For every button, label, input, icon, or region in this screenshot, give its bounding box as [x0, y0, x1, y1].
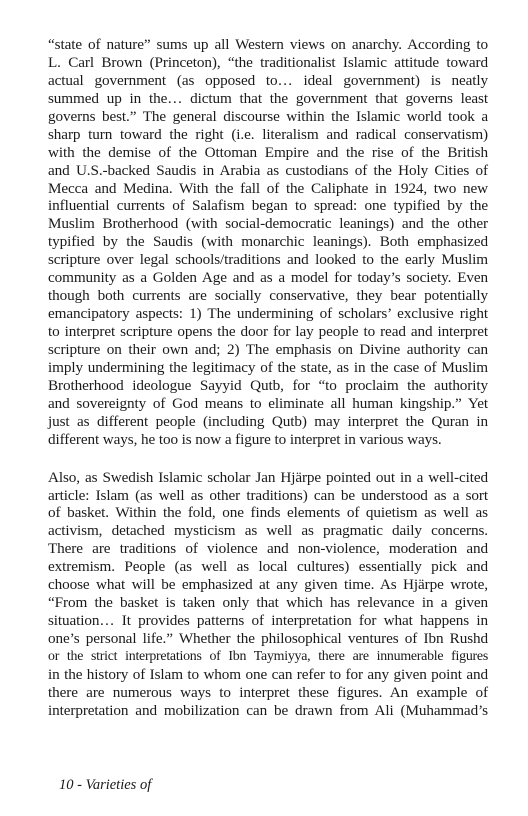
text-line: community as a Golden Age and as a model for today’s society. Even — [48, 269, 488, 287]
text-line: with the demise of the Ottoman Empire and the rise of the British — [48, 143, 488, 161]
text-line: actual government (as opposed to… ideal government) is neatly — [48, 71, 488, 89]
text-line: Also, as Swedish Islamic scholar Jan Hjärpe pointed out in a well-cited — [48, 468, 488, 486]
text-line: typified by the Saudis (with monarchic leanings). Both emphasized — [48, 233, 488, 251]
text-line: governs best.” The general discourse within the Islamic world took a — [48, 107, 488, 125]
text-line: There are traditions of violence and non-violence, moderation and — [48, 540, 488, 558]
page-body — [48, 36, 488, 720]
text-line: summed up in the… dictum that the government that governs least — [48, 89, 488, 107]
text-line: influential currents of Salafism began to spread: one typified by the — [48, 197, 488, 215]
text-line: in the history of Islam to whom one can refer to for any given point and — [48, 665, 488, 683]
text-line: Brotherhood ideologue Sayyid Qutb, for “to proclaim the authority — [48, 376, 488, 394]
text-line: L. Carl Brown (Princeton), “the traditionalist Islamic attitude toward — [48, 53, 488, 71]
text-line: scripture on their own and; 2) The emphasis on Divine authority can — [48, 340, 488, 358]
text-line: sharp turn toward the right (i.e. literalism and radical conservatism) — [48, 125, 488, 143]
text-line: though both currents are socially conservative, they bear potentially — [48, 287, 488, 305]
text-line: just as different people (including Qutb) may interpret the Quran in — [48, 412, 488, 430]
text-line: of basket. Within the fold, one finds elements of quietism as well as — [48, 504, 488, 522]
text-line: “state of nature” sums up all Western views on anarchy. According to — [48, 36, 488, 53]
text-line: imply undermining the legitimacy of the state, as in the case of Muslim — [48, 358, 488, 376]
text-line: or the strict interpretations of Ibn Taymiyya, there are innumerable figures — [48, 648, 488, 664]
text-line: interpretation and mobilization can be drawn from Ali (Muhammad’s — [48, 701, 488, 719]
text-line: Muslim Brotherhood (with social-democratic leanings) and the other — [48, 215, 488, 233]
paragraph-1 — [48, 36, 488, 449]
text-line: and sovereignty of God means to eliminate all human kingship.” Yet — [48, 394, 488, 412]
text-line: choose what will be emphasized at any given time. As Hjärpe wrote, — [48, 576, 488, 594]
text-line: and U.S.-backed Saudis in Arabia as custodians of the Holy Cities of — [48, 161, 488, 179]
text-line: one’s personal life.” Whether the philosophical ventures of Ibn Rushd — [48, 630, 488, 647]
text-line: activism, detached mysticism as well as pragmatic daily concerns. — [48, 522, 488, 540]
text-line: extremism. People (as well as local cultures) essentially pick and — [48, 558, 488, 576]
text-line: situation… It provides patterns of interpretation for what happens in — [48, 612, 488, 630]
text-line: emancipatory aspects: 1) The undermining of scholars’ exclusive right — [48, 305, 488, 323]
page-footer: 10 - Varieties of — [59, 777, 152, 793]
text-line: “From the basket is taken only that which has relevance in a given — [48, 594, 488, 612]
text-line: scripture over legal schools/traditions and looked to the early Muslim — [48, 251, 488, 269]
text-line: article: Islam (as well as other traditions) can be understood as a sort — [48, 486, 488, 504]
paragraph-gap — [48, 449, 488, 469]
text-line: Mecca and Medina. With the fall of the Caliphate in 1924, two new — [48, 179, 488, 197]
text-line: there are numerous ways to interpret these figures. An example of — [48, 683, 488, 701]
text-line: different ways, he too is now a figure to interpret in various ways. — [48, 430, 442, 448]
paragraph-2 — [48, 469, 488, 720]
text-line: to interpret scripture opens the door for lay people to read and interpret — [48, 323, 488, 340]
